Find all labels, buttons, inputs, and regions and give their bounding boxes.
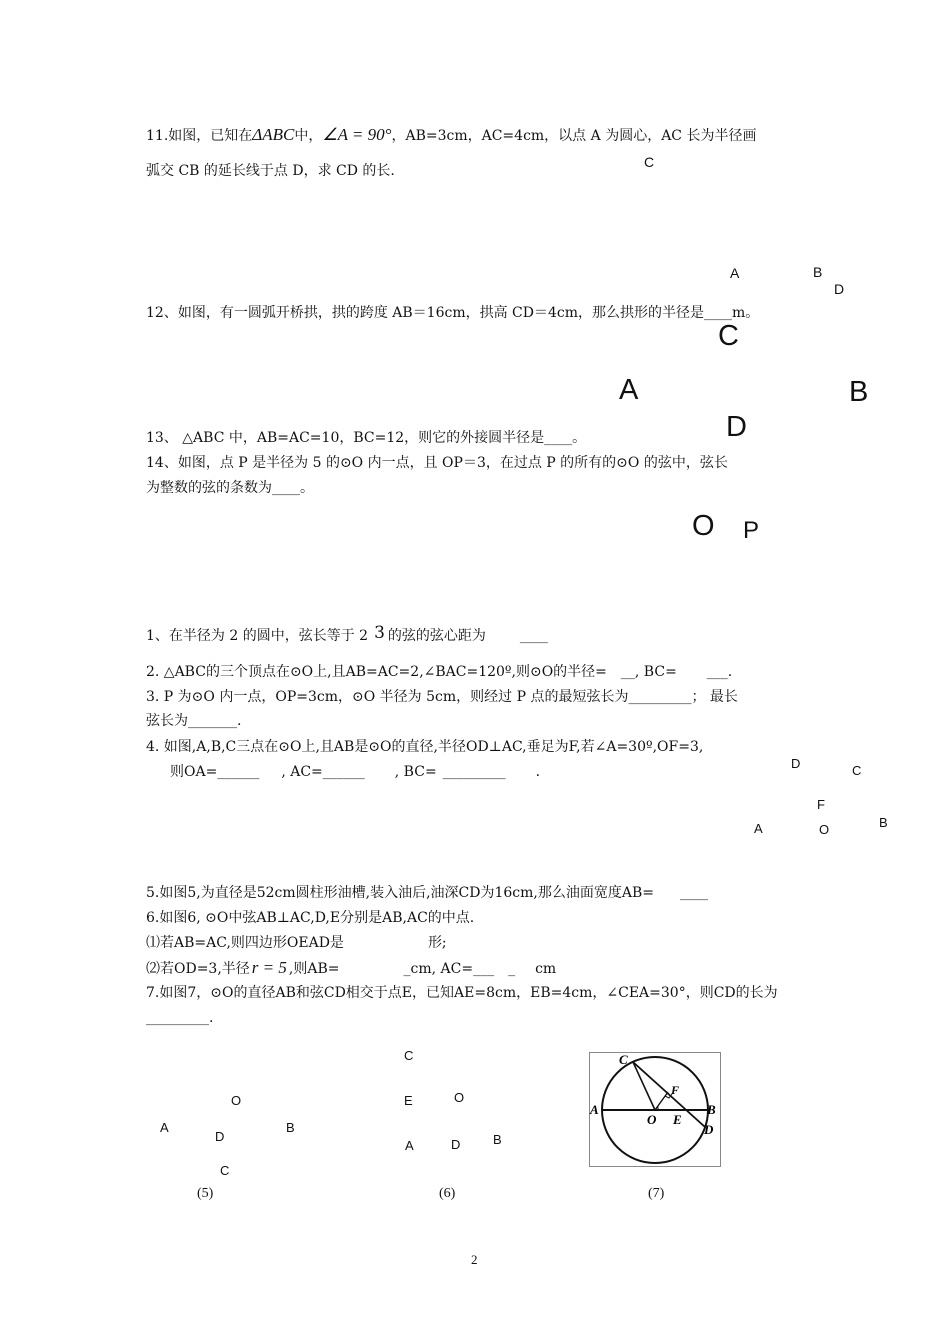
p4-fig-a: A (754, 821, 763, 836)
q14-fig-o: O (692, 510, 715, 542)
p3-line2 (146, 712, 241, 730)
fig6-c: C (404, 1048, 414, 1063)
p5-text: 5.如图5,为直径是52cm圆柱形油槽,装入油后,油深CD为16cm,那么油面宽度AB= (146, 885, 654, 901)
q11-line1 (146, 126, 756, 145)
page-number: 2 (471, 1252, 478, 1267)
fig5-o: O (231, 1093, 242, 1108)
q11-line2: 弧交 CB 的延长线于点 D，求 CD 的长. (146, 163, 395, 179)
p6-sub2 (146, 959, 556, 978)
p6-line1: 6.如图6, ⊙O中弦AB⊥AC,D,E分别是AB,AC的中点. (146, 910, 475, 926)
q12-fig-c: C (718, 320, 739, 352)
fig6-caption: (6) (439, 1186, 456, 1201)
p4-text-a: 则OA= (170, 764, 218, 780)
p6-unit: cm (535, 961, 557, 977)
p5-blank: ____ (680, 885, 708, 901)
fig5-b: B (286, 1120, 295, 1135)
fig5-a: A (160, 1120, 169, 1135)
q14-line2 (146, 479, 314, 497)
fig7-label-b: B (707, 1102, 716, 1117)
fig5-caption: (5) (197, 1186, 214, 1201)
p3-end: . (237, 713, 242, 729)
fig6-o: O (454, 1090, 465, 1105)
q11-fig-a: A (730, 265, 740, 281)
q11-angle: ∠A = 90° (322, 125, 392, 144)
p4-line2 (170, 763, 540, 781)
p1-line (146, 623, 548, 645)
p5-line (146, 884, 708, 902)
p4-end: . (535, 764, 541, 780)
p1-text-b: 的弦的弦心距为 (387, 628, 486, 644)
q14-blank: ____ (272, 480, 300, 496)
p4-sep1: , AC= (281, 764, 323, 780)
q14-fig-p: P (743, 517, 760, 544)
q11-triangle: ΔABC (252, 125, 295, 144)
p2-end: . (727, 664, 733, 680)
fig7-label-d: D (704, 1122, 714, 1137)
q12-fig-b: B (849, 376, 869, 408)
p4-blank2: ______ (322, 764, 365, 780)
p2-blank1: __ (620, 664, 635, 680)
p6-sub1-end: 形; (427, 935, 447, 951)
q12-unit: m。 (732, 305, 760, 321)
fig7-label-a: A (590, 1102, 599, 1117)
q13-line (146, 429, 586, 447)
q12-text: 12、如图，有一圆弧开桥拱，拱的跨度 AB＝16cm，拱高 CD＝4cm，那么拱形的半径是 (146, 305, 705, 321)
q11-fig-b: B (813, 264, 823, 280)
p6-sub2-text: ⑵若OD=3,半径 (146, 961, 250, 977)
p7-line1: 7.如图7，⊙O的直径AB和弦CD相交于点E，已知AE=8cm，EB=4cm，∠CEA=30°，则CD的长为 (146, 985, 778, 1001)
p4-fig-b: B (879, 815, 888, 830)
q11-text-a: 11.如图，已知在 (146, 128, 253, 144)
q11-text-b: 中， (294, 128, 323, 144)
p3-blank2: _______ (188, 713, 237, 729)
q12-line (146, 304, 759, 322)
q13-blank: ____ (544, 430, 573, 446)
q14-end: 。 (300, 480, 314, 496)
fig7-diagram (589, 1052, 721, 1167)
p6-sub1 (146, 934, 447, 952)
p4-sep2: , BC= (394, 764, 437, 780)
fig6-d: D (451, 1137, 461, 1152)
p4-fig-d: D (791, 756, 801, 771)
q12-fig-d: D (726, 411, 747, 443)
fig6-a: A (405, 1138, 414, 1153)
p3-mid: ； 最长 (691, 689, 738, 705)
p4-blank1: ______ (217, 764, 260, 780)
q12-blank: ____ (704, 305, 733, 321)
p3-line1 (146, 688, 738, 706)
p2-line (146, 663, 732, 681)
fig7-caption: (7) (648, 1186, 665, 1201)
p4-fig-f: F (817, 797, 825, 812)
p1-blank: ____ (519, 628, 548, 644)
q11-text-c: ，AB=3cm，AC=4cm，以点 A 为圆心，AC 长为半径画 (391, 128, 757, 144)
p3-blank1: _________ (628, 689, 692, 705)
p6-sub2-ab: ,则AB= (288, 961, 340, 977)
p2-text-a: 2. △ABC的三个顶点在⊙O上,且AB=AC=2,∠BAC=120º,则⊙O的半径= (146, 664, 607, 680)
p6-radius: r = 5 (251, 958, 287, 977)
p4-fig-c: C (852, 763, 862, 778)
fig6-e: E (404, 1093, 413, 1108)
p3-text-a: 3. P 为⊙O 内一点，OP=3cm，⊙O 半径为 5cm，则经过 P 点的最短弦长为 (146, 689, 629, 705)
q13-text: 13、 △ABC 中，AB=AC=10，BC=12，则它的外接圆半径是 (146, 430, 545, 446)
q12-fig-a: A (619, 374, 639, 406)
p6-blank: ___ (473, 961, 495, 977)
q14-line1: 14、如图，点 P 是半径为 5 的⊙O 内一点，且 OP＝3，在过点 P 的所有的⊙O 的弦中，弦长 (146, 455, 728, 471)
fig7-label-o: O (647, 1112, 657, 1127)
fig5-c: C (220, 1163, 230, 1178)
p4-line1: 4. 如图,A,B,C三点在⊙O上,且AB是⊙O的直径,半径OD⊥AC,垂足为F,若∠A=30º,OF=3, (146, 739, 704, 755)
p4-fig-o: O (819, 822, 830, 837)
fig7-label-f: F (671, 1083, 680, 1097)
fig7-label-c: C (619, 1052, 628, 1067)
fig5-d: D (215, 1129, 225, 1144)
p3-text-b: 弦长为 (146, 713, 188, 729)
p6-sub1-text: ⑴若AB=AC,则四边形OEAD是 (146, 935, 344, 951)
p1-text-a: 1、在半径为 2 的圆中，弦长等于 2 (146, 628, 369, 644)
p7-line2: _________. (146, 1010, 214, 1026)
p2-blank2: ___ (706, 664, 728, 680)
q11-fig-c: C (644, 154, 655, 170)
q14-text: 为整数的弦的条数为 (146, 480, 272, 496)
p2-text-b: , BC= (634, 664, 677, 680)
q13-end: 。 (572, 430, 587, 446)
fig7-label-e: E (673, 1112, 682, 1127)
q11-fig-d: D (834, 281, 845, 297)
p4-blank3: _________ (442, 764, 506, 780)
p6-dash: _ (508, 961, 516, 977)
p1-num: 3 (374, 623, 385, 643)
fig6-b: B (493, 1132, 502, 1147)
p6-sub2-ac: _cm, AC= (403, 961, 474, 977)
